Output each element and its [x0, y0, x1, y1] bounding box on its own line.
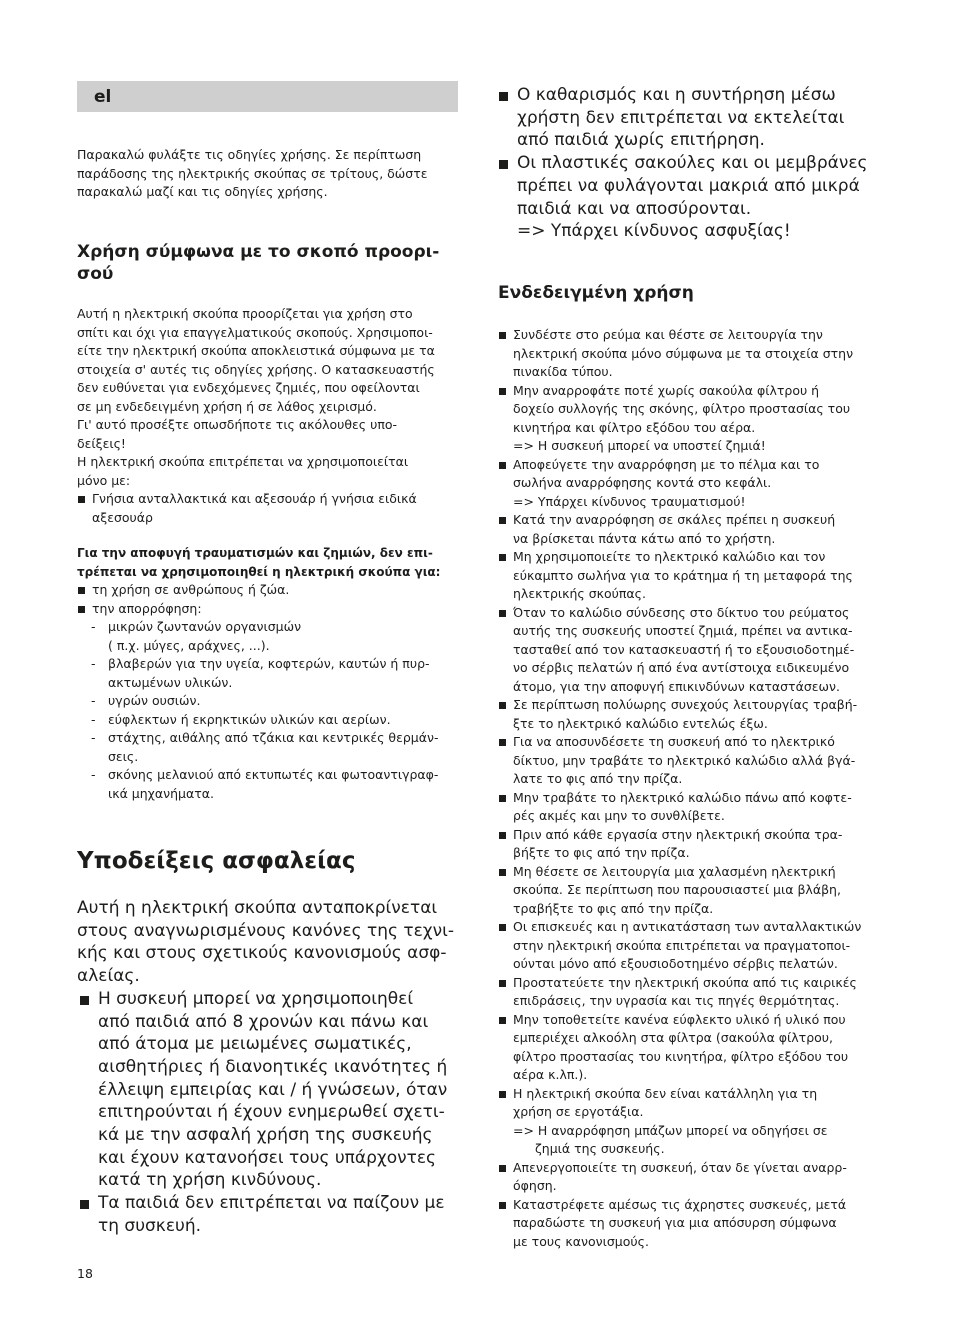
text-line: παιδιά και να αποσύρονται. — [517, 198, 752, 219]
text-line: τη χρήση σε ανθρώπους ή ζώα. — [92, 582, 290, 597]
text-line: τασταθεί από τον κατασκευαστή ή το εξουσιοδοτημέ- — [513, 641, 855, 657]
dash-icon: - — [91, 693, 96, 708]
list-item — [77, 600, 458, 619]
heading-line: Χρήση σύμφωνα με το σκοπό προορι- — [77, 242, 440, 262]
intended-use-text — [77, 305, 458, 527]
list-item — [498, 548, 878, 604]
text-line: ζημιά της συσκευής. — [535, 1141, 665, 1156]
intended-use-heading — [77, 242, 458, 285]
text-line: με τους κανονισμούς. — [513, 1233, 649, 1249]
text-line: την απορρόφηση: — [92, 600, 202, 616]
text-line: Παρακαλώ φυλάξτε τις οδηγίες χρήσης. Σε περίπτωση — [77, 147, 422, 162]
list-item — [498, 733, 878, 789]
dash-item — [77, 711, 458, 730]
bullet-square-icon — [499, 739, 506, 746]
list-item — [498, 152, 878, 243]
list-item — [498, 918, 878, 974]
page-number: 18 — [77, 1266, 93, 1281]
text-line: Απενεργοποιείτε τη συσκευή, όταν δε γίνεται αναρρ- — [513, 1159, 847, 1175]
text-line: όφηση. — [513, 1178, 557, 1193]
text-line: κινητήρα και φίλτρο εξόδου του αέρα. — [513, 419, 756, 435]
bullet-square-icon — [499, 795, 506, 802]
dash-item — [77, 618, 458, 655]
language-code: el — [94, 87, 112, 107]
text-line: παράδοσης της ηλεκτρικής σκούπας σε τρίτους, δώστε — [77, 165, 428, 181]
text-line: εμπεριέχει αλκοόλη στα φίλτρα (σακούλα φίλτρου, — [513, 1030, 833, 1045]
text-line: Η ηλεκτρική σκούπα επιτρέπεται να χρησιμοποιείται — [77, 454, 409, 469]
list-item — [77, 988, 458, 1192]
text-line: εύφλεκτων ή εκρηκτικών υλικών και αερίων. — [108, 711, 391, 727]
dash-icon: - — [91, 619, 96, 634]
bullet-square-icon — [78, 587, 85, 594]
text-line: αυτής της συσκευής υποστεί ζημιά, πρέπει να αντικα- — [513, 623, 853, 638]
text-line: Οι πλαστικές σακούλες και οι μεμβράνες — [517, 153, 868, 174]
bullet-square-icon — [499, 702, 506, 709]
bullet-square-icon — [499, 980, 506, 987]
prohibited-uses — [77, 544, 458, 803]
text-line: ρές ακμές και μην το συνθλίβετε. — [513, 808, 725, 823]
text-line: αισθητήριες ή διανοητικές ικανότητες ή — [98, 1056, 448, 1077]
text-line: παρακαλώ μαζί και τις οδηγίες χρήσης. — [77, 184, 328, 199]
text-line: από άτομα με μειωμένες σωματικές, — [98, 1034, 412, 1055]
text-line: πινακίδα τύπου. — [513, 364, 613, 379]
text-line: σωλήνα αναρρόφησης κοντά στο κεφάλι. — [513, 475, 772, 490]
text-line: αξεσουάρ — [92, 509, 153, 525]
text-line: Οι επισκευές και η αντικατάσταση των ανταλλακτικών — [513, 919, 862, 934]
child-safety-bullets — [498, 84, 878, 243]
bullet-square-icon — [499, 160, 508, 169]
text-line: από παιδιά από 8 χρονών και πάνω και — [98, 1011, 429, 1032]
instructions-list — [498, 326, 878, 1251]
bullet-square-icon — [499, 462, 506, 469]
suction-dash-list — [77, 618, 458, 803]
text-line: => Η συσκευή μπορεί να υποστεί ζημιά! — [513, 438, 766, 453]
dash-icon: - — [91, 730, 96, 745]
text-line: Προστατεύετε την ηλεκτρική σκούπα από τις καιρικές — [513, 974, 857, 990]
text-line: επιδράσεις, την υγρασία και τις πηγές θερμότητας. — [513, 993, 840, 1008]
text-line: δείξεις! — [77, 435, 126, 451]
text-line: παραδώστε τη συσκευή για μια απόσυρση σύμφωνα — [513, 1215, 837, 1230]
text-line: στην ηλεκτρική σκούπα επιτρέπεται να πραγματοποι- — [513, 937, 851, 953]
text-line: Αυτή η ηλεκτρική σκούπα ανταποκρίνεται — [77, 898, 438, 918]
text-line: Πριν από κάθε εργασία στην ηλεκτρική σκούπα τρα- — [513, 826, 843, 842]
text-line: ηλεκτρικής σκούπας. — [513, 586, 646, 601]
bullet-square-icon — [499, 869, 506, 876]
list-item — [498, 326, 878, 382]
text-line: τρέπεται να χρησιμοποιηθεί η ηλεκτρική σκούπα για: — [77, 564, 441, 579]
text-line: νο σέρβις πελατών ή από ένα αντίστοιχα ειδικευμένο — [513, 660, 850, 675]
text-line: υγρών ουσιών. — [108, 693, 201, 708]
text-line: Αυτή η ηλεκτρική σκούπα προορίζεται για χρήση στο — [77, 306, 413, 321]
text-line: να βρίσκεται πάντα κάτω από το χρήστη. — [513, 530, 776, 546]
text-line: => Η αναρρόφηση μπάζων μπορεί να οδηγήσει σε — [513, 1122, 828, 1138]
text-line: σκούπα. Σε περίπτωση που παρουσιαστεί μια βλάβη, — [513, 882, 841, 897]
bullet-square-icon — [499, 610, 506, 617]
text-line: σε μη ενδεδειγμένη χρήση ή σε λάθος χειρισμό. — [77, 398, 377, 414]
text-line: ικά μηχανήματα. — [108, 785, 214, 801]
bullet-square-icon — [80, 1200, 89, 1209]
warning-bold-text — [77, 544, 458, 581]
text-line: δοχείο συλλογής της σκόνης, φίλτρο προστασίας του — [513, 401, 851, 416]
list-item — [498, 696, 878, 733]
list-item — [498, 84, 878, 152]
text-line: Τα παιδιά δεν επιτρέπεται να παίζουν με — [98, 1193, 445, 1214]
bullet-square-icon — [499, 1202, 506, 1209]
list-item — [77, 1192, 458, 1237]
text-line: Κατά την αναρρόφηση σε σκάλες πρέπει η συσκευή — [513, 512, 836, 527]
text-line: τραβήξτε το φις από την πρίζα. — [513, 900, 714, 916]
text-line: είτε την ηλεκτρική σκούπα αποκλειστικά σύμφωνα με τα — [77, 343, 435, 358]
bullet-square-icon — [499, 832, 506, 839]
list-item — [498, 511, 878, 548]
dash-item — [77, 766, 458, 803]
text-line: αέρα κ.λπ.). — [513, 1067, 588, 1082]
text-line: κά με την ασφαλή χρήση της συσκευής — [98, 1125, 433, 1146]
safety-section — [77, 897, 458, 1238]
bullet-square-icon — [78, 496, 85, 503]
list-item — [498, 826, 878, 863]
text-line: Η ηλεκτρική σκούπα δεν είναι κατάλληλη για τη — [513, 1085, 818, 1101]
text-line: αλείας. — [77, 966, 140, 987]
heading-line: σού — [77, 263, 114, 284]
text-line: Συνδέστε στο ρεύμα και θέστε σε λειτουργία την — [513, 327, 823, 342]
list-item — [498, 382, 878, 456]
text-line: ηλεκτρική σκούπα μόνο σύμφωνα με τα στοιχεία στην — [513, 345, 854, 361]
text-line: στάχτης, αιθάλης από τζάκια και κεντρικές θερμάν- — [108, 730, 439, 745]
text-line: φίλτρο προστασίας του κινητήρα, φίλτρο εξόδου του — [513, 1048, 849, 1064]
text-line: μόνο με: — [77, 472, 131, 488]
list-item — [498, 863, 878, 919]
bullet-square-icon — [78, 606, 85, 613]
dash-icon: - — [91, 711, 96, 727]
list-item — [498, 1011, 878, 1085]
text-line: σπίτι και όχι για επαγγελματικούς σκοπούς. Χρησιμοποι- — [77, 324, 433, 340]
text-line: στους αναγνωρισμένους κανόνες της τεχνι- — [77, 920, 454, 941]
dash-icon: - — [91, 767, 96, 782]
bullet-square-icon — [499, 554, 506, 561]
intended-use-bullets — [498, 326, 878, 1251]
intended-use-heading-right: Ενδεδειγμένη χρήση — [498, 283, 694, 303]
prohibited-list — [77, 581, 458, 618]
text-line: τη συσκευή. — [98, 1215, 202, 1236]
text-line: πρέπει να φυλάγονται μακριά από μικρά — [517, 175, 860, 196]
text-line: σκόνης μελανιού από εκτυπωτές και φωτοαντιγραφ- — [108, 767, 439, 782]
list-item — [498, 974, 878, 1011]
text-line: δεν ευθύνεται για ενδεχόμενες ζημιές, που οφείλονται — [77, 380, 420, 395]
text-line: Αποφεύγετε την αναρρόφηση με το πέλμα και το — [513, 456, 820, 472]
bullet-square-icon — [499, 92, 508, 101]
bullet-square-icon — [80, 996, 89, 1005]
text-line: ούνται μόνο από εξουσιοδοτημένο σέρβις πελατών. — [513, 956, 838, 971]
text-line: εύκαμπτο σωλήνα για το κράτημα ή τη μεταφορά της — [513, 567, 853, 583]
dash-item — [77, 692, 458, 711]
text-line: και έχουν κατανοήσει τους υπάρχοντες — [98, 1147, 437, 1168]
list-item — [77, 490, 458, 527]
text-line: ( π.χ. μύγες, αράχνες, ...). — [108, 637, 270, 653]
text-line: επιτηρούνται ή έχουν ενημερωθεί σχετι- — [98, 1102, 445, 1123]
text-line: κής και στους σχετικούς κανονισμούς ασφ- — [77, 943, 447, 964]
text-line: Για να αποσυνδέσετε τη συσκευή από το ηλεκτρικό — [513, 734, 835, 749]
bullet-square-icon — [499, 1091, 506, 1098]
text-line: βήξτε το φις από την πρίζα. — [513, 845, 690, 860]
list-item — [498, 789, 878, 826]
text-line: βλαβερών για την υγεία, κοφτερών, καυτών ή πυρ- — [108, 656, 430, 671]
safety-heading: Υποδείξεις ασφαλείας — [77, 848, 356, 874]
dash-item — [77, 729, 458, 766]
text-line: Όταν το καλώδιο σύνδεσης στο δίκτυο του ρεύματος — [513, 604, 850, 620]
list-item — [498, 1196, 878, 1252]
text-line: Σε περίπτωση πολύωρης συνεχούς λειτουργίας τραβή- — [513, 697, 858, 712]
bullet-square-icon — [499, 388, 506, 395]
list-item — [77, 581, 458, 600]
text-line: Μη θέσετε σε λειτουργία μια χαλασμένη ηλεκτρική — [513, 863, 836, 879]
list-item — [498, 456, 878, 512]
text-line: Η συσκευή μπορεί να χρησιμοποιηθεί — [98, 988, 414, 1009]
text-line: Μην αναρροφάτε ποτέ χωρίς σακούλα φίλτρου ή — [513, 382, 820, 398]
text-line: στοιχεία σ' αυτές τις οδηγίες χρήσης. Ο κατασκευαστής — [77, 361, 435, 377]
text-line: άτομο, για την αποφυγή επικινδύνων καταστάσεων. — [513, 678, 840, 694]
bullet-square-icon — [499, 1017, 506, 1024]
text-line: Μην τραβάτε το ηλεκτρικό καλώδιο πάνω από κοφτε- — [513, 789, 852, 805]
bullet-square-icon — [499, 517, 506, 524]
list-item — [498, 1085, 878, 1159]
text-line: Καταστρέφετε αμέσως τις άχρηστες συσκευές, μετά — [513, 1196, 847, 1212]
list-item — [498, 604, 878, 697]
text-line: από παιδιά χωρίς επιτήρηση. — [517, 130, 765, 151]
text-line: Γνήσια ανταλλακτικά και αξεσουάρ ή γνήσια ειδικά — [92, 491, 417, 506]
dash-icon: - — [91, 656, 96, 671]
text-line: ακτωμένων υλικών. — [108, 674, 233, 690]
text-line: => Υπάρχει κίνδυνος ασφυξίας! — [517, 221, 791, 242]
text-line: => Υπάρχει κίνδυνος τραυματισμού! — [513, 493, 746, 509]
text-line: Ο καθαρισμός και η συντήρηση μέσω — [517, 85, 836, 105]
intro-paragraph — [77, 146, 458, 202]
text-line: Γι' αυτό προσέξτε οπωσδήποτε τις ακόλουθες υπο- — [77, 417, 398, 432]
text-line: δίκτυο, μην τραβάτε το ηλεκτρικό καλώδιο αλλά βγά- — [513, 752, 856, 768]
safety-list — [77, 988, 458, 1238]
text-line: λατε το φις από την πρίζα. — [513, 771, 683, 786]
text-line: χρήση σε εργοτάξια. — [513, 1104, 644, 1119]
text-line: Μη χρησιμοποιείτε το ηλεκτρικό καλώδιο και τον — [513, 549, 826, 564]
bullet-square-icon — [499, 1165, 506, 1172]
language-tab — [77, 81, 458, 112]
bullet-square-icon — [499, 924, 506, 931]
dash-item — [77, 655, 458, 692]
list-item — [498, 1159, 878, 1196]
only-with-list — [77, 490, 458, 527]
text-line: σεις. — [108, 748, 139, 764]
text-line: μικρών ζωντανών οργανισμών — [108, 619, 302, 634]
text-line: Για την αποφυγή τραυματισμών και ζημιών, δεν επι- — [77, 546, 433, 560]
text-line: έλλειψη εμπειρίας και / ή γνώσεων, όταν — [98, 1079, 448, 1100]
text-line: χρήστη δεν επιτρέπεται να εκτελείται — [517, 107, 845, 128]
text-line: ξτε το ηλεκτρικό καλώδιο εντελώς έξω. — [513, 715, 768, 731]
bullet-square-icon — [499, 332, 506, 339]
safety-list-continued — [498, 84, 878, 243]
text-line: Μην τοποθετείτε κανένα εύφλεκτο υλικό ή υλικό που — [513, 1011, 846, 1027]
text-line: κατά τη χρήση κινδύνους. — [98, 1170, 322, 1191]
